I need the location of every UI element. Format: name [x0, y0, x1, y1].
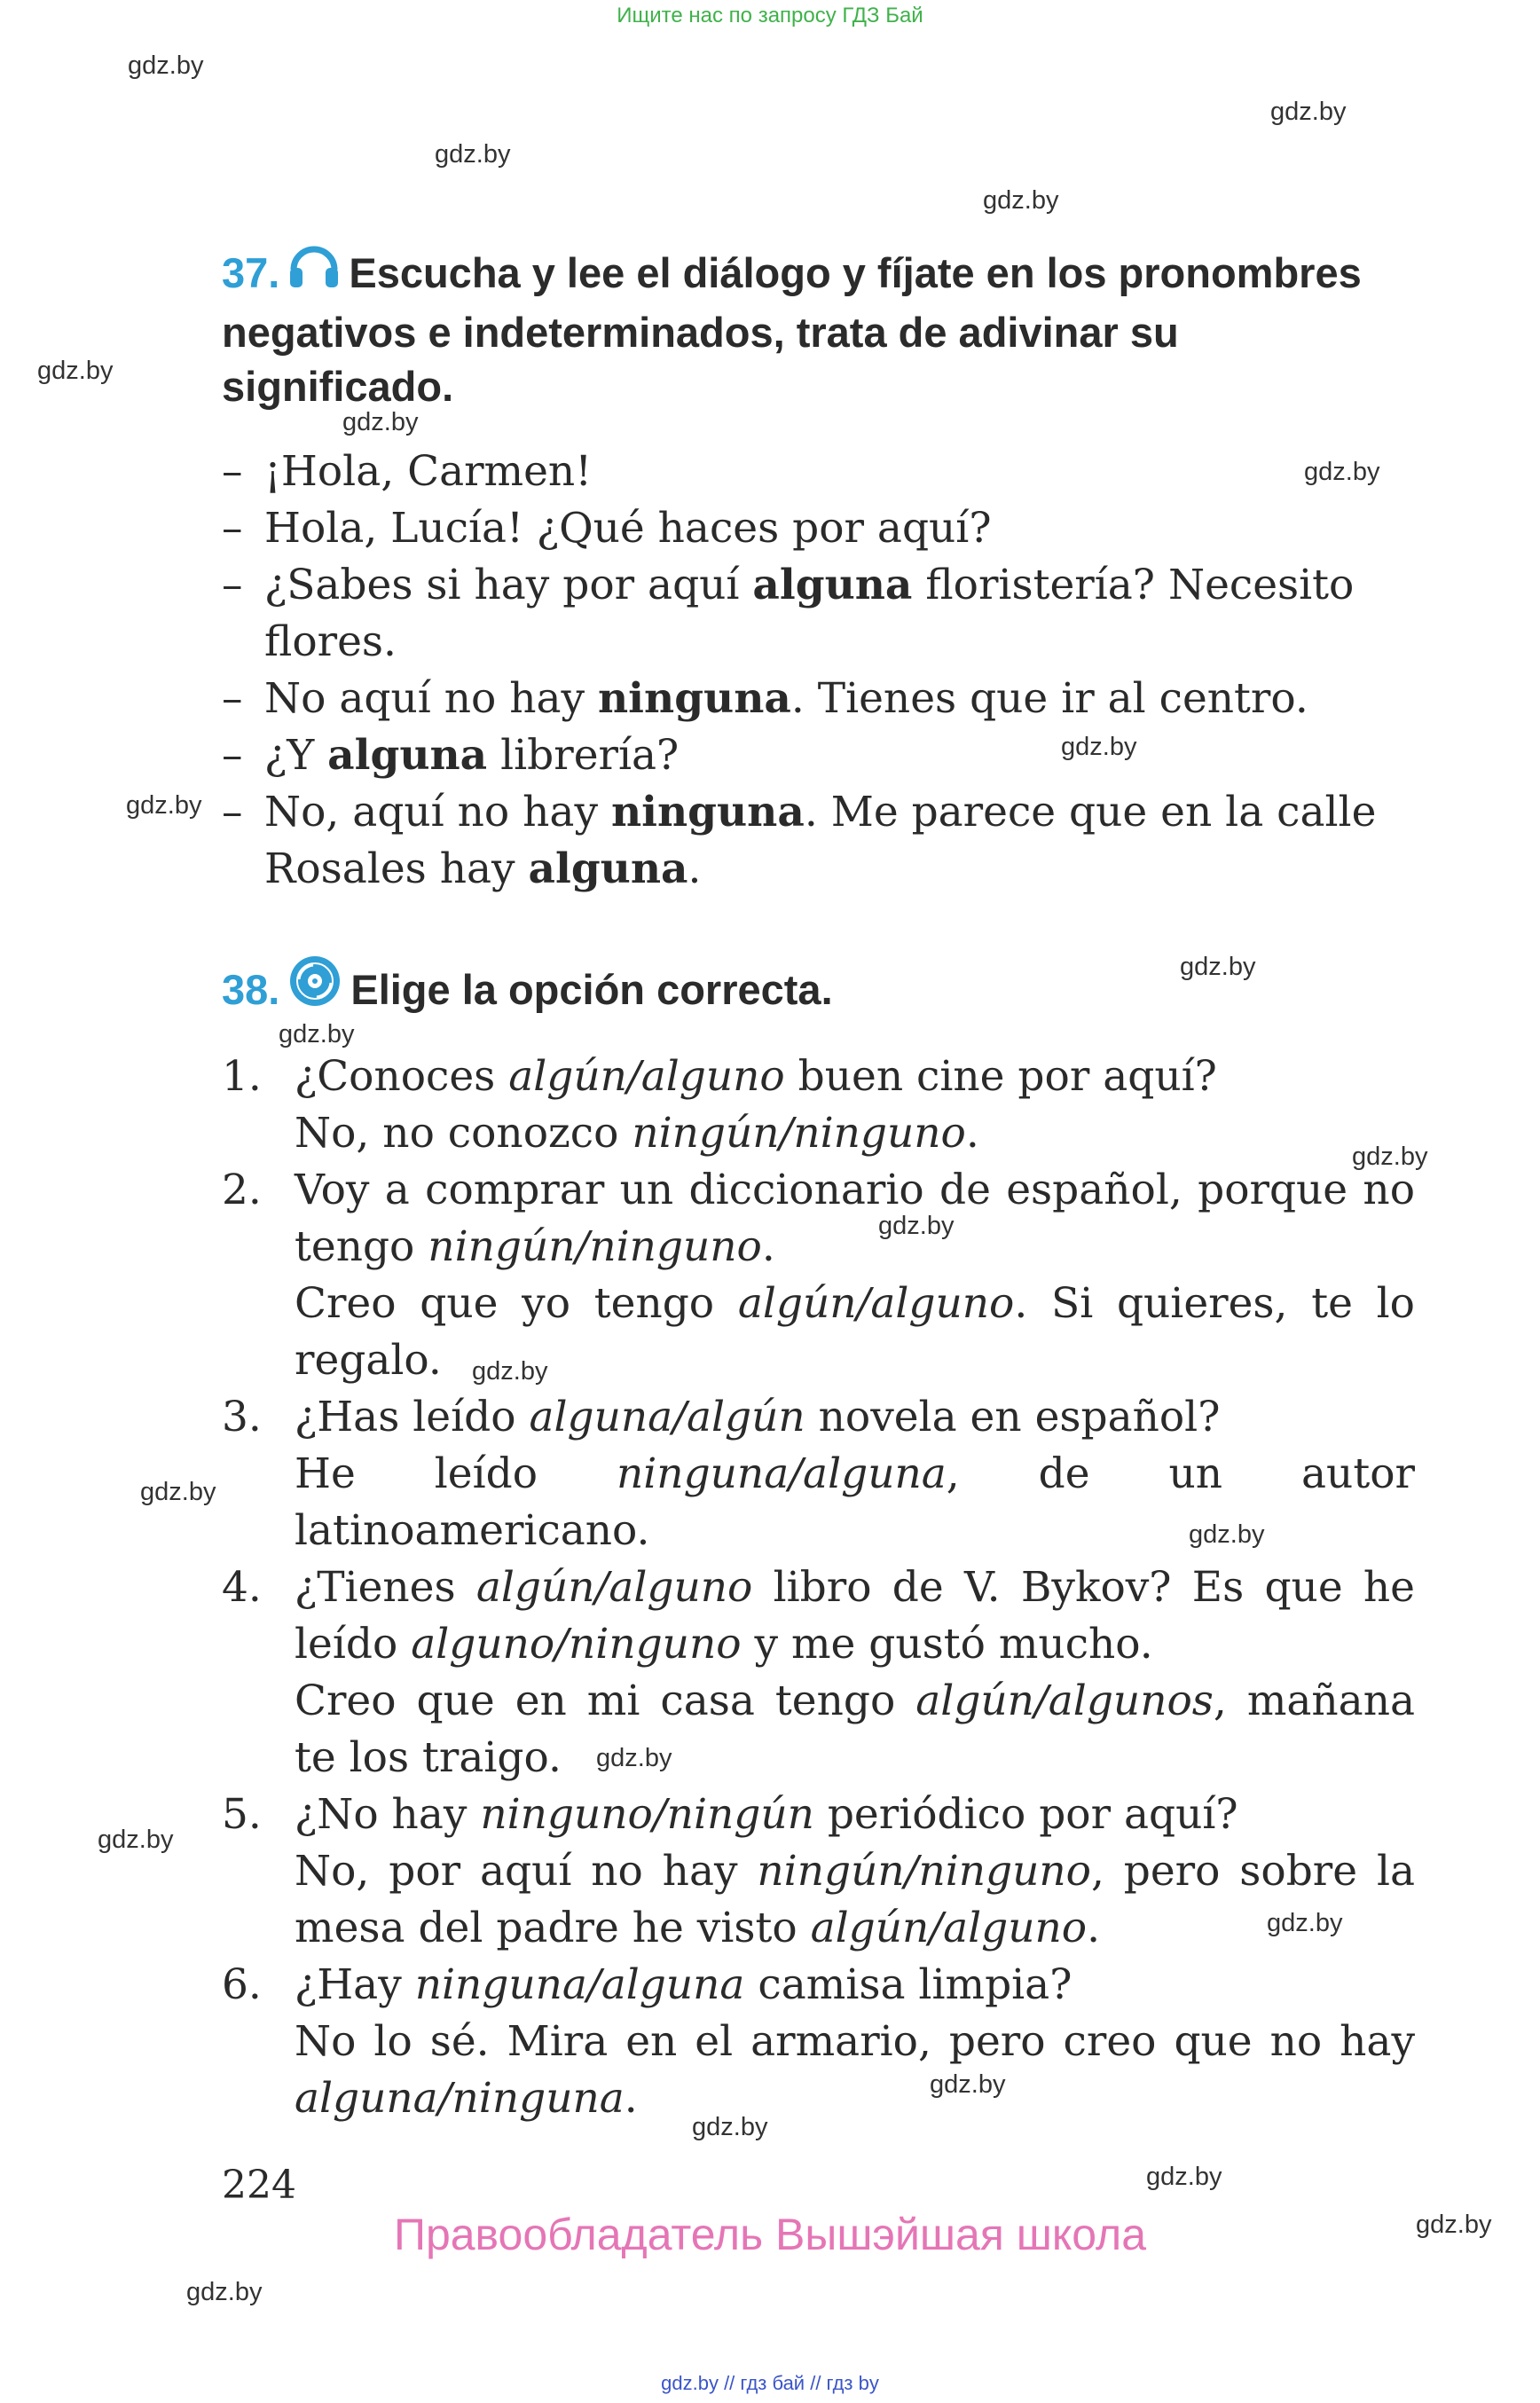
watermark: gdz.by — [37, 357, 114, 385]
text-segment: novela en español? — [805, 1393, 1221, 1441]
text-segment: No aquí no hay — [264, 674, 598, 723]
text-segment: camisa limpia? — [744, 1960, 1072, 2009]
option-choice: alguno/ninguno — [411, 1620, 742, 1669]
option-choice: ningún/ninguno — [428, 1222, 762, 1271]
watermark: gdz.by — [1267, 1909, 1343, 1937]
dialogue-line — [222, 557, 1415, 671]
option-choice: ningún/ninguno — [757, 1847, 1091, 1896]
item-line — [295, 1105, 1415, 1162]
dialogue-dash: – — [222, 731, 243, 780]
option-choice: algún/alguno — [737, 1279, 1015, 1328]
text-segment: ¿Tienes — [295, 1563, 476, 1612]
text-segment: , mañana te los traigo. — [295, 1677, 1415, 1782]
dialogue-line — [222, 671, 1415, 727]
watermark: gdz.by — [1304, 458, 1380, 486]
text-segment: ¿Hay — [295, 1960, 415, 2009]
text-segment: . — [1087, 1904, 1101, 1952]
item-number: 2. — [222, 1166, 262, 1214]
exercise-items — [222, 1048, 1415, 2127]
watermark: gdz.by — [1146, 2163, 1222, 2191]
item-line — [295, 1389, 1415, 1446]
text-segment: . — [761, 1222, 775, 1271]
exercise-38-title: Elige la opción correcta. — [350, 966, 833, 1013]
dialogue-dash: – — [222, 788, 243, 836]
watermark: gdz.by — [878, 1212, 955, 1240]
watermark: gdz.by — [1270, 98, 1347, 126]
text-segment: , de un autor latinoamericano. — [295, 1449, 1415, 1555]
bold-pronoun: alguna — [528, 844, 688, 893]
watermark: gdz.by — [140, 1478, 216, 1506]
exercise-item — [222, 1787, 1415, 1957]
watermark: gdz.by — [1352, 1143, 1428, 1171]
text-segment: Creo que en mi casa tengo — [295, 1677, 916, 1725]
watermark: gdz.by — [692, 2113, 768, 2141]
text-segment: . — [624, 2074, 638, 2123]
bold-pronoun: ninguna — [598, 674, 791, 723]
exercise-38-number: 38. — [222, 966, 280, 1013]
text-segment: Creo que yo tengo — [295, 1279, 738, 1328]
text-segment: ¿Has leído — [295, 1393, 530, 1441]
exercise-item — [222, 1162, 1415, 1389]
text-segment: . — [688, 844, 702, 893]
exercise-38-heading — [222, 953, 1415, 1022]
watermark: gdz.by — [596, 1744, 672, 1772]
item-line — [295, 1673, 1415, 1787]
text-segment: . — [965, 1109, 979, 1158]
watermark: gdz.by — [126, 791, 202, 820]
text-segment: No, aquí no hay — [264, 788, 611, 836]
dialogue-dash: – — [222, 674, 243, 723]
option-choice: ninguno/ningún — [480, 1790, 814, 1839]
option-choice: algún/algunos — [915, 1677, 1214, 1725]
text-segment: , pero sobre la mesa del padre he visto — [295, 1847, 1415, 1952]
item-line — [295, 1048, 1415, 1105]
watermark: gdz.by — [342, 408, 419, 436]
text-segment: periódico por aquí? — [813, 1790, 1238, 1839]
dialogue-dash: – — [222, 447, 243, 496]
text-segment: He leído — [295, 1449, 617, 1498]
dialogue-line — [222, 444, 1415, 500]
text-segment: No, no conozco — [295, 1109, 632, 1158]
text-segment: buen cine por aquí? — [784, 1052, 1217, 1101]
exercise-item — [222, 1048, 1415, 1162]
watermark: gdz.by — [1180, 953, 1256, 981]
text-segment: ¿No hay — [295, 1790, 481, 1839]
item-line — [295, 1787, 1415, 1843]
watermark: gdz.by — [930, 2070, 1006, 2099]
watermark: gdz.by — [1416, 2211, 1492, 2239]
exercise-item — [222, 1559, 1415, 1787]
watermark: gdz.by — [279, 1020, 355, 1048]
dialogue-line — [222, 500, 1415, 557]
bold-pronoun: ninguna — [610, 788, 805, 836]
option-choice: alguna/ninguna — [295, 2074, 625, 2123]
item-line — [295, 2014, 1415, 2127]
exercise-item — [222, 1957, 1415, 2127]
option-choice: algún/alguno — [508, 1052, 785, 1101]
text-segment: ¿Conoces — [295, 1052, 509, 1101]
text-segment: ¡Hola, Carmen! — [264, 447, 593, 496]
headphones-icon — [287, 238, 342, 305]
top-banner[interactable]: Ищите нас по запросу ГДЗ Бай — [617, 4, 923, 27]
dialogue — [222, 444, 1415, 898]
text-segment: Voy a comprar un diccionario de español, porque no tengo — [295, 1166, 1415, 1271]
item-line — [295, 1276, 1415, 1389]
text-segment: y me gustó mucho. — [741, 1620, 1153, 1669]
watermark: gdz.by — [983, 186, 1059, 215]
text-segment: ¿Sabes si hay por aquí — [264, 561, 753, 609]
text-segment: ¿Y — [264, 731, 328, 780]
watermark: gdz.by — [1061, 733, 1137, 761]
item-number: 4. — [222, 1563, 262, 1612]
watermark: gdz.by — [472, 1357, 548, 1386]
bold-pronoun: alguna — [752, 561, 913, 609]
option-choice: ninguna/alguna — [617, 1449, 947, 1498]
item-line — [295, 1162, 1415, 1276]
text-segment: . Si quieres, te lo regalo. — [295, 1279, 1415, 1385]
text-segment: libro de V. Bykov? Es que he leído — [295, 1563, 1415, 1669]
watermark: gdz.by — [186, 2278, 263, 2306]
text-segment: librería? — [487, 731, 680, 780]
dialogue-line — [222, 784, 1415, 898]
watermark: gdz.by — [128, 51, 204, 80]
text-segment: . Tienes que ir al centro. — [790, 674, 1308, 723]
item-number: 5. — [222, 1790, 262, 1839]
watermark: gdz.by — [435, 140, 511, 169]
item-line — [295, 1446, 1415, 1559]
text-segment: No, por aquí no hay — [295, 1847, 758, 1896]
exercise-item — [222, 1389, 1415, 1559]
dialogue-dash: – — [222, 504, 243, 553]
text-segment: No lo sé. Mira en el armario, pero creo que no hay — [295, 2017, 1415, 2066]
text-segment: Hola, Lucía! ¿Qué haces por aquí? — [264, 504, 992, 553]
option-choice: alguna/algún — [529, 1393, 805, 1441]
exercise-37-title: Escucha y lee el diálogo y fíjate en los pronombres negativos e indeterminados, trata de adivinar su significado. — [222, 249, 1362, 410]
option-choice: ningún/ninguno — [632, 1109, 966, 1158]
dialogue-line — [222, 727, 1415, 784]
watermark: gdz.by — [98, 1826, 174, 1854]
item-line — [295, 1559, 1415, 1673]
dialogue-dash: – — [222, 561, 243, 609]
watermark: gdz.by — [1189, 1520, 1265, 1549]
exercise-37-heading — [222, 238, 1415, 413]
text-segment: floristería? Necesito flores. — [264, 561, 1355, 666]
exercise-37-number: 37. — [222, 249, 280, 296]
item-number: 3. — [222, 1393, 262, 1441]
bold-pronoun: alguna — [327, 731, 488, 780]
item-line — [295, 1957, 1415, 2014]
item-number: 1. — [222, 1052, 262, 1101]
text-segment: . Me parece que en la calle Rosales hay — [264, 788, 1377, 893]
option-choice: algún/alguno — [475, 1563, 753, 1612]
cd-disc-icon — [287, 953, 343, 1022]
item-line — [295, 1843, 1415, 1957]
item-number: 6. — [222, 1960, 262, 2009]
bottom-links[interactable]: gdz.by // гдз бай // гдз by — [661, 2372, 879, 2394]
option-choice: algún/alguno — [810, 1904, 1088, 1952]
rights-holder: Правообладатель Вышэйшая школа — [394, 2210, 1146, 2259]
page-number: 224 — [222, 2163, 296, 2208]
option-choice: ninguna/alguna — [414, 1960, 745, 2009]
